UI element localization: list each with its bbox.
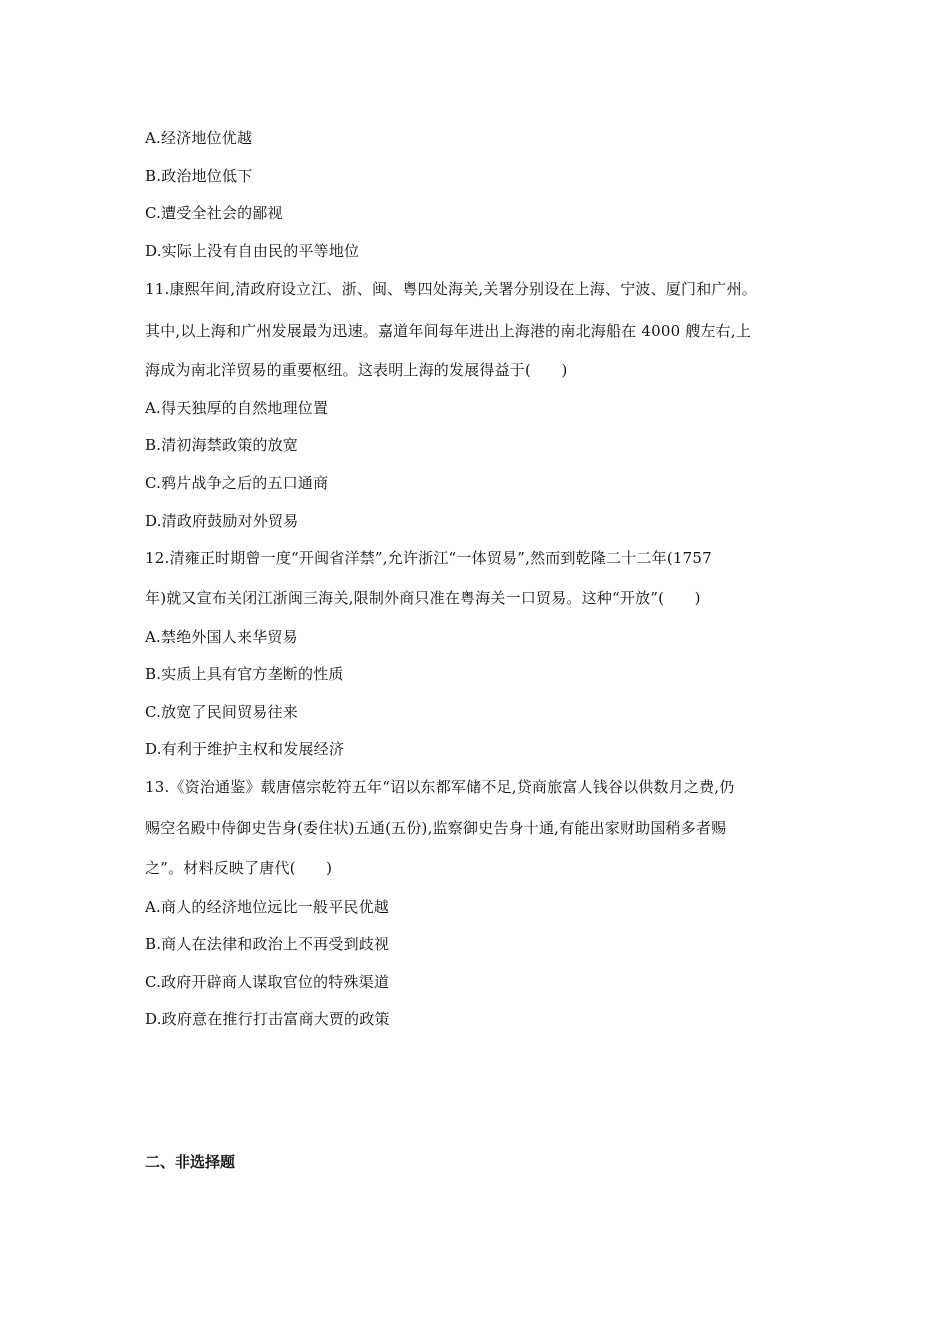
q13-stem-line-1: 13.《资治通鉴》载唐僖宗乾符五年“诏以东都军储不足,贷商旅富人钱谷以供数月之费,仍 xyxy=(145,778,735,796)
q11-stem-line-3: 海成为南北洋贸易的重要枢纽。这表明上海的发展得益于( ) xyxy=(145,361,568,379)
q12-option-c: C.放宽了民间贸易往来 xyxy=(145,703,298,721)
q10-option-b: B.政治地位低下 xyxy=(145,167,253,185)
q13-option-b: B.商人在法律和政治上不再受到歧视 xyxy=(145,935,390,953)
q11-stem-line-1: 11.康熙年间,清政府设立江、浙、闽、粤四处海关,关署分别设在上海、宁波、厦门和广州。 xyxy=(145,280,757,298)
q13-stem-line-3: 之”。材料反映了唐代( ) xyxy=(145,859,333,877)
section-title-non-choice: 二、非选择题 xyxy=(145,1153,236,1171)
q13-stem-line-2: 赐空名殿中侍御史告身(委住状)五通(五份),监察御史告身十通,有能出家财助国稍多者赐 xyxy=(145,819,727,837)
q10-option-a: A.经济地位优越 xyxy=(145,129,253,147)
q10-option-c: C.遭受全社会的鄙视 xyxy=(145,204,283,222)
q10-option-d: D.实际上没有自由民的平等地位 xyxy=(145,242,360,260)
q12-option-b: B.实质上具有官方垄断的性质 xyxy=(145,665,344,683)
q11-stem-line-2: 其中,以上海和广州发展最为迅速。嘉道年间每年进出上海港的南北海船在 4000 艘左右,上 xyxy=(145,322,752,340)
q13-option-d: D.政府意在推行打击富商大贾的政策 xyxy=(145,1010,390,1028)
q13-option-a: A.商人的经济地位远比一般平民优越 xyxy=(145,898,390,916)
q12-option-a: A.禁绝外国人来华贸易 xyxy=(145,628,298,646)
q11-option-d: D.清政府鼓励对外贸易 xyxy=(145,512,299,530)
q12-stem-line-2: 年)就又宣布关闭江浙闽三海关,限制外商只准在粤海关一口贸易。这种“开放”( ) xyxy=(145,589,701,607)
q12-stem-line-1: 12.清雍正时期曾一度“开闽省洋禁”,允许浙江“一体贸易”,然而到乾隆二十二年(1757 xyxy=(145,549,712,567)
q13-option-c: C.政府开辟商人谋取官位的特殊渠道 xyxy=(145,973,390,991)
q11-option-c: C.鸦片战争之后的五口通商 xyxy=(145,474,329,492)
q11-option-b: B.清初海禁政策的放宽 xyxy=(145,436,298,454)
q12-option-d: D.有利于维护主权和发展经济 xyxy=(145,740,345,758)
q11-option-a: A.得天独厚的自然地理位置 xyxy=(145,399,329,417)
